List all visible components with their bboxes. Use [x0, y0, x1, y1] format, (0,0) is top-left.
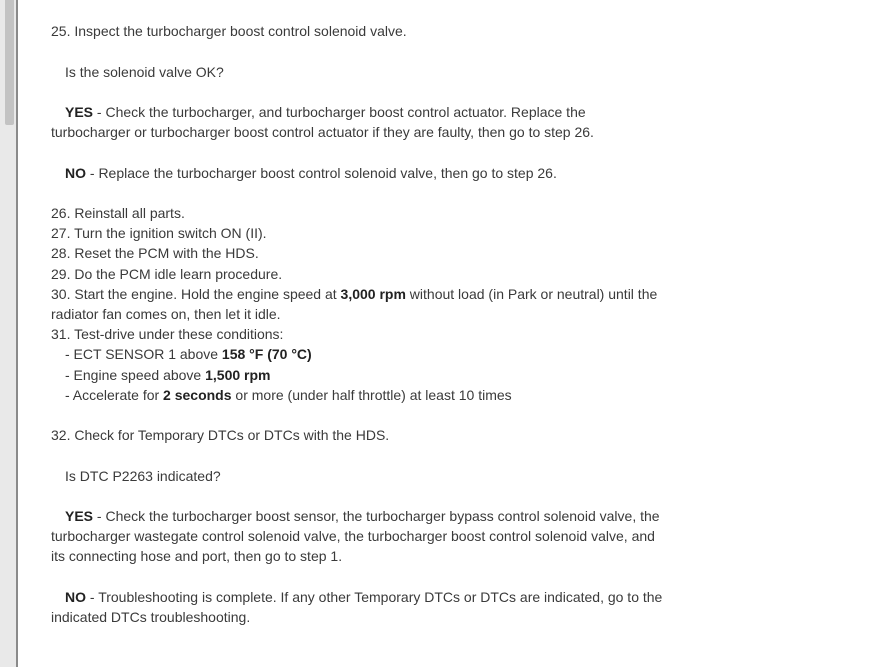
step-30-cont: radiator fan comes on, then let it idle.: [51, 306, 281, 322]
vertical-scrollbar[interactable]: [0, 0, 18, 667]
step-32: 32. Check for Temporary DTCs or DTCs with the HDS.: [51, 427, 390, 444]
question-25: Is the solenoid valve OK?: [65, 63, 224, 80]
yes-answer-25: YES - Check the turbocharger, and turbocharger boost control actuator. Replace the: [65, 104, 586, 121]
yes-answer-25-cont: turbocharger or turbocharger boost control actuator if they are faulty, then go to step 26.: [51, 124, 594, 141]
yes-answer-32-cont: turbocharger wastegate control solenoid valve, the turbocharger boost control solenoid valve, and: [51, 528, 655, 545]
scrollbar-thumb[interactable]: [5, 0, 14, 125]
question-32: Is DTC P2263 indicated?: [65, 467, 221, 484]
yes-answer-32: YES - Check the turbocharger boost sensor, the turbocharger bypass control solenoid valve, the: [65, 507, 660, 524]
step-31: 31. Test-drive under these conditions:: [51, 326, 284, 343]
no-answer-32: NO - Troubleshooting is complete. If any other Temporary DTCs or DTCs are indicated, go to the: [65, 588, 663, 605]
troubleshooting-document: [51, 0, 671, 627]
step-25: 25. Inspect the turbocharger boost control solenoid valve.: [51, 23, 407, 40]
no-answer-25: NO - Replace the turbocharger boost control solenoid valve, then go to step 26.: [65, 164, 557, 181]
condition-accelerate: - Accelerate for 2 seconds or more (under half throttle) at least 10 times: [65, 386, 512, 403]
step-30: 30. Start the engine. Hold the engine speed at 3,000 rpm without load (in Park or neutral) until the: [51, 285, 658, 302]
step-29: 29. Do the PCM idle learn procedure.: [51, 265, 283, 282]
step-26: 26. Reinstall all parts.: [51, 205, 185, 222]
no-answer-32-cont: indicated DTCs troubleshooting.: [51, 608, 251, 625]
condition-ect: - ECT SENSOR 1 above 158 °F (70 °C): [65, 346, 312, 363]
step-27: 27. Turn the ignition switch ON (II).: [51, 225, 267, 242]
condition-engine-speed: - Engine speed above 1,500 rpm: [65, 366, 271, 383]
yes-answer-32-cont2: its connecting hose and port, then go to step 1.: [51, 548, 343, 565]
step-28: 28. Reset the PCM with the HDS.: [51, 245, 259, 262]
